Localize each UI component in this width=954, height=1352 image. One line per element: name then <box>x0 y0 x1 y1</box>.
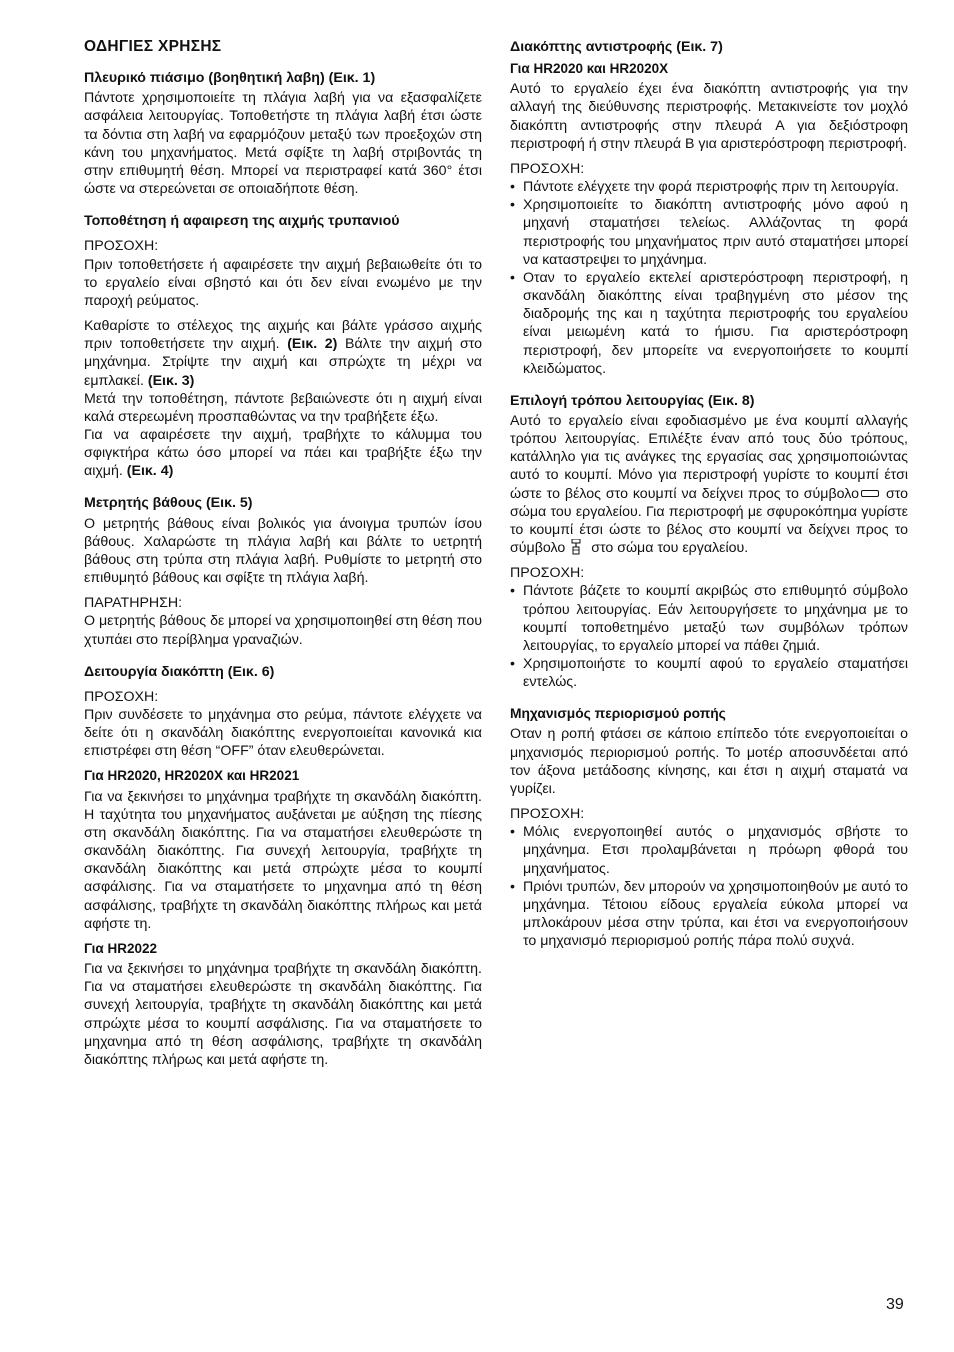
switch-subheading-hr2020: Για HR2020, HR2020X και HR2021 <box>84 768 300 784</box>
switch-action-heading: Δειτουργία διακόπτη (Εικ. 6) <box>84 663 275 680</box>
list-item: • Μόλις ενεργοποιηθεί αυτός ο μηχανισμός σβήστε το μηχάνημα. Ετσι προλαμβάνεται η πρόωρη φθορά του μηχανήματος. <box>510 823 908 877</box>
torque-limiter-heading: Μηχανισμός περιορισμού ροπής <box>510 706 726 722</box>
mode-text-a: Αυτό το εργαλείο είναι εφοδιασμένο με ένα κουμπί αλλαγής τρόπου λειτουργίας. Επιλέξτε έναν από τους δύο τρόπους, κατάλληλο για τις ανάγκες της εργασίας σας χρησιμοποιώντας αυτό το κουμπί. Μόνο για περιστροφή γυρίστε το κουμπί έτσι ώστε το βέλος στο κουμπί να δείχνει προς το σύμβολο <box>510 412 908 502</box>
bit-install-paragraph-3 <box>84 426 482 480</box>
torque-caution-list <box>510 823 908 950</box>
reverse-switch-text: Αυτό το εργαλείο έχει ένα διακόπτη αντιστροφής για την αλλαγή της διεύθυνσης περιστροφής. Μετακινείστε τον μοχλό διακόπτη αντιστροφής στην πλευρά A για δεξιόστροφη περιστροφή ή στην πλευρά B για αριστερόστροφη περιστροφή. <box>510 81 908 152</box>
right-column <box>510 38 908 950</box>
depth-gauge-heading: Μετρητής βάθους (Εικ. 5) <box>84 495 253 512</box>
depth-gauge-note-label: ΠΑΡΑΤΗΡΗΣΗ: <box>84 595 183 612</box>
list-item: • Πριόνι τρυπών, δεν μπορούν να χρησιμοποιηθούν με αυτό το μηχάνημα. Τέτοιου είδους εργαλεία εύκολα μπορεί να μπλοκάρουν μέσα στην τρύπα, και έτσι να ενεργοποιήσουν το μηχανισμό περιορισμού ροπής πάρα πολύ συχνά. <box>510 878 908 951</box>
bit-remove-text: Για να αφαιρέσετε την αιχμή, τραβήχτε το κάλυμμα του σφιγκτήρα κάτω όσο μπορεί να πάει και τραβήξτε έξω την αιχμή. <box>84 426 482 480</box>
mode-select-heading: Επιλογή τρόπου λειτουργίας (Εικ. 8) <box>510 392 755 409</box>
switch-text-hr2022: Για να ξεκινήσει το μηχάνημα τραβήχτε τη σκανδάλη διακόπτη. Για να σταματήσει ελευθερώστε τη σκανδάλη διακόπτης. Για συνεχή λειτουργία, τραβήχτε τη σκανδάλη διακόπτης και μετά σπρώχτε μέσα το κουμπί ασφάλισης. Για να σταματήσετε το μηχανημα από τη θέση ασφάλισης, τραβήχτε τη σκανδάλη διακόπτης πλήρως και μετά αφήστε τη. <box>84 961 482 1068</box>
mode-text-b: στο σώμα του εργαλείου. Για περιστροφή με σφυροκόπημα γυρίστε το κουμπί έτσι ώστε το βέλος στο κουμπί να δείχνει προς το σύμβολο <box>510 485 908 557</box>
mode-text-c: στο σώμα του εργαλείου. <box>591 540 749 557</box>
switch-subheading-hr2022: Για HR2022 <box>84 940 158 956</box>
fig3-ref: (Εικ. 3) <box>147 372 195 389</box>
depth-gauge-note-text: Ο μετρητής βάθους δε μπορεί να χρησιμοποιηθεί στη θέση που χτυπάει στο περίβλημα γραναζιών. <box>84 613 482 648</box>
bit-install-paragraph-2: Μετά την τοποθέτηση, πάντοτε βεβαιώνεστε ότι η αιχμή είναι καλά στερεωμένη προσπαθώντας να την τραβήξετε έξω. <box>84 390 482 425</box>
bit-install-paragraph-1 <box>84 317 482 390</box>
reverse-switch-subheading: Για HR2020 και HR2020X <box>510 61 669 77</box>
bit-install-heading: Τοποθέτηση ή αφαιρεση της αιχμής τρυπανιού <box>84 213 400 230</box>
hammer-rotation-symbol-icon <box>569 539 583 555</box>
reverse-caution-label: ΠΡΟΣΟΧΗ: <box>510 160 585 177</box>
bit-install-caution-text: Πριν τοποθετήσετε ή αφαιρέσετε την αιχμή βεβαιωθείτε ότι το το εργαλείο είναι σβηστό και ότι δεν είναι ενωμένο με την παροχή ρεύματος. <box>84 256 482 309</box>
reverse-caution-list <box>510 178 908 378</box>
bit-install-text-a: Καθαρίστε το στέλεχος της αιχμής και βάλτε γράσσο αιχμής πριν τοποθετήσετε την αιχμή. <box>84 318 482 353</box>
mode-caution-label: ΠΡΟΣΟΧΗ: <box>510 565 585 582</box>
bit-install-text-b: Βάλτε την αιχμή στο μηχάνημα. Στρίψτε την αιχμή και σπρώχτε τη μέχρι να εμπλακεί. <box>84 336 482 389</box>
switch-caution-text: Πριν συνδέσετε το μηχάνημα στο ρεύμα, πάντοτε ελέγχετε να δείτε ότι η σκανδάλη διακόπτης ενεργοποιείται κανονικά κια επιστρέφει στη θέση “OFF” όταν ελευθερώνεται. <box>84 707 482 760</box>
page-number: 39 <box>886 1296 904 1313</box>
fig2-ref: (Εικ. 2) <box>287 336 338 353</box>
switch-text-hr2020: Για να ξεκινήσει το μηχάνημα τραβήχτε τη σκανδάλη διακόπτη. Η ταχύτητα του μηχανήματος αυξάνεται με αύξηση της πίεσης στη σκανδάλη διακόπτης. Για να σταματήσει ελευθερώστε τη σκανδάλη διακόπτης. Για συνεχή λειτουργία, τραβήχτε τη σκανδάλη διακόπτης και μετά σπρώχτε μέσα το κουμπί ασφάλισης. Για να σταματήσετε το μηχανημα από τη θέση ασφάλισης, τραβήχτε τη σκανδάλη διακόπτης πλήρως και μετά αφήστε τη. <box>84 788 482 932</box>
list-item: • Οταν το εργαλείο εκτελεί αριστερόστροφη περιστροφή, η σκανδάλη διακόπτης είναι τραβηγμένη στο μέσον της διαδρομής της και η ταχύτητα περιστροφής του εργαλείου είναι μειωμένη κατά το ήμισυ. Για αριστερόστροφη περιστροφή, δεν μπορείτε να ενεργοποιήσετε το κουμπί κλειδώματος. <box>510 269 908 378</box>
torque-caution-label: ΠΡΟΣΟΧΗ: <box>510 806 585 823</box>
reverse-switch-heading: Διακόπτης αντιστροφής (Εικ. 7) <box>510 39 723 55</box>
rotation-only-symbol-icon <box>861 490 879 497</box>
page-title: ΟΔΗΓΙΕΣ ΧΡΗΣΗΣ <box>84 38 222 55</box>
list-item: • Πάντοτε βάζετε το κουμπί ακριβώς στο επιθυμητό σύμβολο τρόπου λειτουργίας. Εάν λειτουργήσετε το μηχάνημα με το κουμπί τοποθετημένο μεταξύ των συμβόλων τρόπων λειτουργίας, το εργαλείο μπορεί να πάθει ζημιά. <box>510 582 908 655</box>
side-grip-text: Πάντοτε χρησιμοποιείτε τη πλάγια λαβή για να εξασφαλίζετε ασφάλεια λειτουργίας. Τοποθετήστε τη πλάγια λαβή έτσι ώστε τα δόντια στη λαβή να εφαρμόζουν μεταξύ των προεξοχών στη κάνη του μηχανήματος. Μετά σφίξτε τη λαβή στριβοντάς τη στην επιθυμητή θέση. Μπορεί να περιστραφεί κατά 360° έτσι ώστε να στερεώνεται σε οποιαδήποτε θέση. <box>84 90 482 198</box>
list-item: • Πάντοτε ελέγχετε την φορά περιστροφής πριν τη λειτουργία. <box>510 178 908 196</box>
list-item: • Χρησιμοποιείτε το διακόπτη αντιστροφής μόνο αφού η μηχανή σταματήσει τελείως. Αλλάζοντας τη φορά περιστροφής του μηχανήματος πριν αυτό σταματήσει μπορεί να καταστρεψει το μηχάνημα. <box>510 196 908 269</box>
mode-select-text <box>510 412 908 557</box>
bit-install-caution-label: ΠΡΟΣΟΧΗ: <box>84 238 159 255</box>
list-item: • Χρησιμοποιήστε το κουμπί αφού το εργαλείο σταματήσει εντελώς. <box>510 655 908 691</box>
switch-caution-label: ΠΡΟΣΟΧΗ: <box>84 688 159 705</box>
torque-limiter-text: Οταν η ροπή φτάσει σε κάποιο επίπεδο τότε ενεργοποιείται ο μηχανισμός περιορισμού ροπής. Το μοτέρ αποσυνδέεται από τον άξονα μετάδοσης κίνησης, και έτσι η αιχμή σταματά να γυρίζει. <box>510 726 908 797</box>
depth-gauge-text: Ο μετρητής βάθους είναι βολικός για άνοιγμα τρυπών ίσου βάθους. Χαλαρώστε τη πλάγια λαβή και βάλτε το υετρητή βάθους στη τρύπα στη πλάγια λαβή. Ρυθμίστε το μετρητή στο επιθυμητό βάθους και σφίξτε τη πλάγια λαβή. <box>84 515 482 587</box>
fig4-ref: (Εικ. 4) <box>126 463 174 480</box>
side-grip-heading: Πλευρικό πιάσιμο (βοηθητική λαβη) (Εικ. 1) <box>84 70 376 87</box>
left-column <box>84 38 482 1069</box>
mode-caution-list <box>510 582 908 691</box>
